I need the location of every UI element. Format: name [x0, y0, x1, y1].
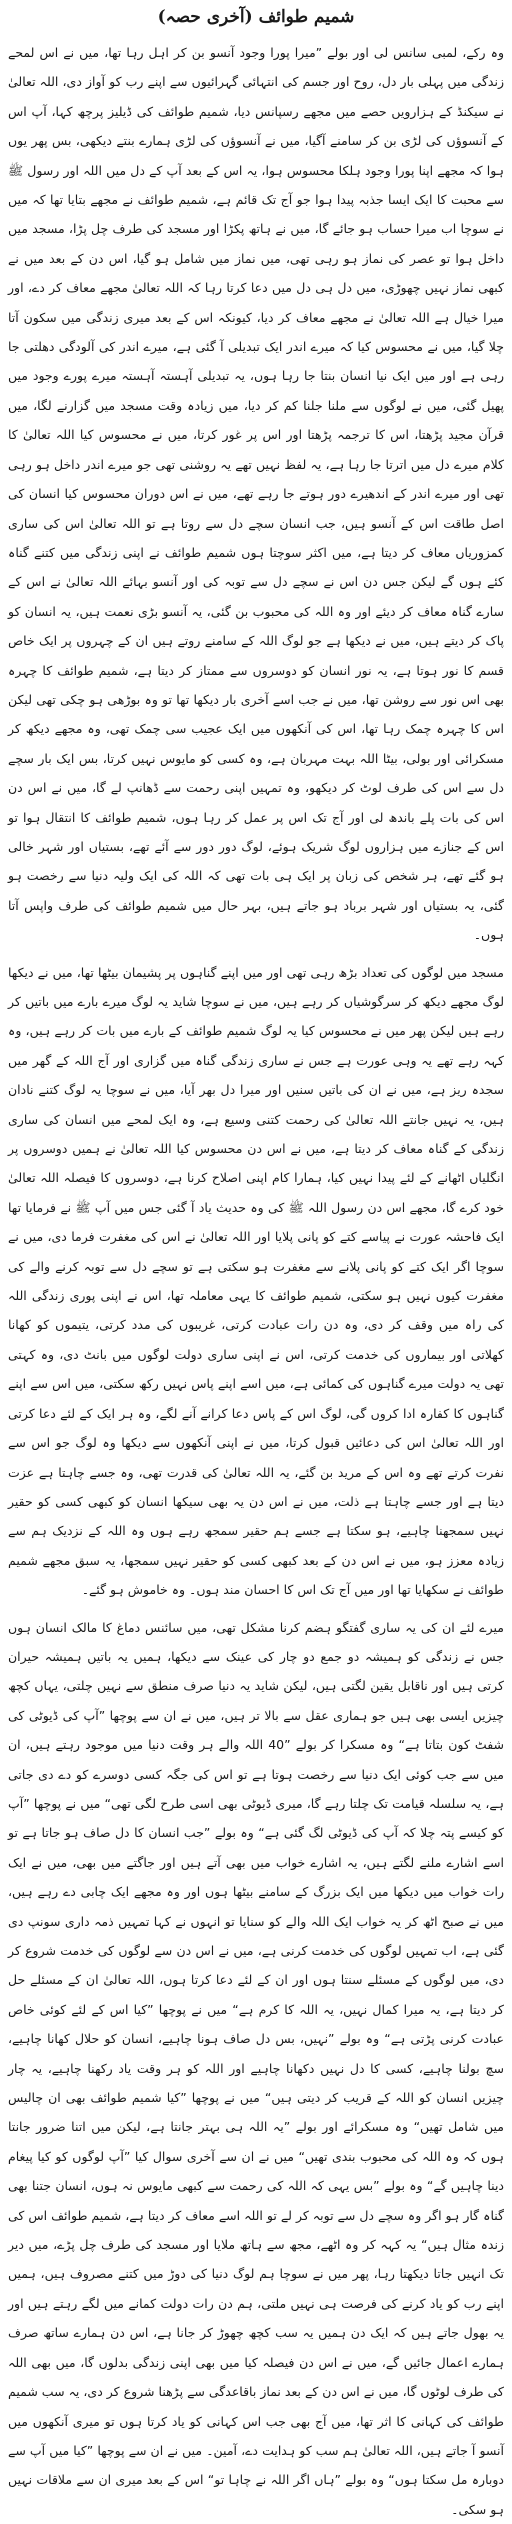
- article-title: شمیم طوائف (آخری حصہ): [157, 7, 355, 27]
- article-paragraph: میرے لئے ان کی یہ ساری گفتگو ہضم کرنا مشکل تھی، میں سائنس دماغ کا مالک انسان ہوں جس نے زندگی کو ہمیشہ دو جمع دو چار کی عینک سے دیکھا، ہمیں یہ باتیں ہمیشہ حیران کرتی ہیں اور ناقابل یقین لگتی ہیں، لیکن شاید یہ دنیا صرف منطق سے نہیں چلتی، یہاں کچھ چیزیں ایسی بھی ہیں جو ہماری عقل سے بالا تر ہیں، میں نے ان سے پوچھا ”آپ کی ڈیوٹی کی شفٹ کون بتاتا ہے“ وہ مسکرا کر بولے ”40 اللہ والے ہر وقت دنیا میں موجود رہتے ہیں، ان میں سے جب کوئی ایک دنیا سے رخصت ہوتا ہے تو اس کی جگہ کسی دوسرے کو دے دی جاتی ہے، یہ سلسلہ قیامت تک چلتا رہے گا، میری ڈیوٹی بھی اسی طرح لگی تھی“ میں نے پوچھا ”آپ کو کیسے پتہ چلا کہ آپ کی ڈیوٹی لگ گئی ہے“ وہ بولے ”جب انسان کا دل صاف ہو جاتا ہے تو اسے اشارے ملنے لگتے ہیں، یہ اشارے خواب میں بھی آتے ہیں اور جاگتے میں بھی، میں نے ایک رات خواب میں دیکھا میں ایک بزرگ کے سامنے بیٹھا ہوں اور وہ مجھے ایک چابی دے رہے ہیں، میں نے صبح اٹھ کر یہ خواب ایک اللہ والے کو سنایا تو انہوں نے کہا تمہیں ذمہ داری سونپ دی گئی ہے، اب تمہیں لوگوں کی خدمت کرنی ہے، میں نے اس دن سے لوگوں کی خدمت شروع کر دی، میں لوگوں کے مسئلے سنتا ہوں اور ان کے لئے دعا کرتا ہوں، اللہ تعالیٰ ان کے مسئلے حل کر دیتا ہے، یہ میرا کمال نہیں، یہ اللہ کا کرم ہے“ میں نے پوچھا ”کیا اس کے لئے کوئی خاص عبادت کرنی پڑتی ہے“ وہ بولے ”نہیں، بس دل صاف ہونا چاہیے، انسان کو حلال کھانا چاہیے، سچ بولنا چاہیے، کسی کا دل نہیں دکھانا چاہیے اور اللہ کو ہر وقت یاد رکھنا چاہیے، یہ چار چیزیں انسان کو اللہ کے قریب کر دیتی ہیں“ میں نے پوچھا ”کیا شمیم طوائف بھی ان چالیس میں شامل تھیں“ وہ مسکرائے اور بولے ”یہ اللہ ہی بہتر جانتا ہے، لیکن میں اتنا ضرور جانتا ہوں کہ وہ اللہ کی محبوب بندی تھیں“ میں نے ان سے آخری سوال کیا ”آپ لوگوں کو کیا پیغام دینا چاہیں گے“ وہ بولے ”بس یہی کہ اللہ کی رحمت سے کبھی مایوس نہ ہوں، انسان جتنا بھی گناہ گار ہو اگر وہ سچے دل سے توبہ کر لے تو اللہ اسے معاف کر دیتا ہے، شمیم طوائف اس کی زندہ مثال ہیں“ یہ کہہ کر وہ اٹھے، مجھ سے ہاتھ ملایا اور مسجد کی طرف چل پڑے، میں دیر تک انہیں جاتا دیکھتا رہا، پھر میں نے سوچا ہم لوگ دنیا کی دوڑ میں کتنے مصروف ہیں، ہمیں اپنے رب کو یاد کرنے کی فرصت ہی نہیں ملتی، ہم دن رات دولت کمانے میں لگے رہتے ہیں اور یہ بھول جاتے ہیں کہ ایک دن ہمیں یہ سب کچھ چھوڑ کر جانا ہے، اس دن ہمارے ساتھ صرف ہمارے اعمال جائیں گے، میں نے اس دن فیصلہ کیا میں بھی اپنی زندگی بدلوں گا، میں بھی اللہ کی طرف لوٹوں گا، میں نے اس دن کے بعد نماز باقاعدگی سے پڑھنا شروع کر دی، یہ سب شمیم طوائف کی کہانی کا اثر تھا، میں آج بھی جب اس کہانی کو یاد کرتا ہوں تو میری آنکھوں میں آنسو آ جاتے ہیں، اللہ تعالیٰ ہم سب کو ہدایت دے، آمین۔ میں نے ان سے پوچھا ”کیا میں آپ سے دوبارہ مل سکتا ہوں“ وہ بولے ”ہاں اگر اللہ نے چاہا تو“ اس کے بعد میری ان سے ملاقات نہیں ہو سکی۔: [8, 1619, 505, 2517]
- article-paragraph: مسجد میں لوگوں کی تعداد بڑھ رہی تھی اور میں اپنے گناہوں پر پشیمان بیٹھا تھا، میں نے دیکھا لوگ مجھے دیکھ کر سرگوشیاں کر رہے ہیں، میں نے سوچا شاید یہ لوگ میرے بارے میں باتیں کر رہے ہیں لیکن پھر میں نے محسوس کیا یہ لوگ شمیم طوائف کے بارے میں بات کر رہے ہیں، وہ کہہ رہے تھے یہ وہی عورت ہے جس نے ساری زندگی گناہ میں گزاری اور آج اللہ کے گھر میں سجدہ ریز ہے، میں نے ان کی باتیں سنیں اور میرا دل بھر آیا، میں نے سوچا یہ لوگ کتنے نادان ہیں، یہ نہیں جانتے اللہ تعالیٰ کی رحمت کتنی وسیع ہے، وہ ایک لمحے میں انسان کی ساری زندگی کے گناہ معاف کر دیتا ہے، میں نے اس دن محسوس کیا اللہ تعالیٰ نے ہمیں دوسروں پر انگلیاں اٹھانے کے لئے پیدا نہیں کیا، ہمارا کام اپنی اصلاح کرنا ہے، دوسروں کا فیصلہ اللہ تعالیٰ خود کرے گا، مجھے اس دن رسول اللہ ﷺ کی وہ حدیث یاد آ گئی جس میں آپ ﷺ نے فرمایا تھا ایک فاحشہ عورت نے پیاسے کتے کو پانی پلایا اور اللہ تعالیٰ نے اس کی مغفرت فرما دی، میں نے سوچا اگر ایک کتے کو پانی پلانے سے مغفرت ہو سکتی ہے تو سچے دل سے توبہ کرنے والے کی مغفرت کیوں نہیں ہو سکتی، شمیم طوائف کا یہی معاملہ تھا، اس نے اپنی پوری زندگی اللہ کی راہ میں وقف کر دی، وہ دن رات عبادت کرتی، غریبوں کی مدد کرتی، یتیموں کو کھانا کھلاتی اور بیماروں کی خدمت کرتی، اس نے اپنی ساری دولت لوگوں میں بانٹ دی، وہ کہتی تھی یہ دولت میرے گناہوں کی کمائی ہے، میں اسے اپنے پاس نہیں رکھ سکتی، میں اس سے اپنے گناہوں کا کفارہ ادا کروں گی، لوگ اس کے پاس دعا کرانے آنے لگے، وہ ہر ایک کے لئے دعا کرتی اور اللہ تعالیٰ اس کی دعائیں قبول کرتا، میں نے اپنی آنکھوں سے دیکھا وہ لوگ جو اس سے نفرت کرتے تھے وہ اس کے مرید بن گئے، یہ اللہ تعالیٰ کی قدرت تھی، وہ جسے چاہتا ہے عزت دیتا ہے اور جسے چاہتا ہے ذلت، میں نے اس دن یہ بھی سیکھا انسان کو کبھی کسی کو حقیر نہیں سمجھنا چاہیے، ہو سکتا ہے جسے ہم حقیر سمجھ رہے ہوں وہ اللہ کے نزدیک ہم سے زیادہ معزز ہو، میں نے اس دن کے بعد کبھی کسی کو حقیر نہیں سمجھا، یہ سبق مجھے شمیم طوائف نے سکھایا تھا اور میں آج تک اس کا احسان مند ہوں۔ وہ خاموش ہو گئے۔: [8, 964, 504, 1598]
- article-body: [8, 38, 505, 2517]
- article-paragraph: وہ رکے، لمبی سانس لی اور بولے ”میرا پورا وجود آنسو بن کر اہل رہا تھا، میں نے اس لمحے زندگی میں پہلی بار دل، روح اور جسم کی انتہائی گہرائیوں سے اپنے رب کو آواز دی، اللہ تعالیٰ نے سیکنڈ کے ہزارویں حصے میں مجھے رسپانس دیا، شمیم طوائف کی ڈیلیز پرچھ کہا، آپ اس کے آنسوؤں کی لڑی بن کر سامنے آگیا، میں نے آنسوؤں کی لڑی ہمارے بنتے دیکھی، بس پھر یوں ہوا کہ مجھے اپنا پورا وجود ہلکا محسوس ہوا، یہ اس کے بعد آپ کے دل میں اللہ اور رسول ﷺ سے محبت کا ایک ایسا جذبہ پیدا ہوا جو آج تک قائم ہے، شمیم طوائف نے مجھے بتایا تھا کہ میں نے سوچا اب میرا حساب ہو جائے گا، میں نے ہاتھ پکڑا اور مسجد کی طرف چل پڑا، مسجد میں داخل ہوا تو عصر کی نماز ہو رہی تھی، میں نماز میں شامل ہو گیا، اس دن کے بعد میں نے کبھی نماز نہیں چھوڑی، میں دل ہی دل میں دعا کرتا رہا کہ اللہ تعالیٰ مجھے معاف کر دے، اور میرا خیال ہے اللہ تعالیٰ نے مجھے معاف کر دیا، کیونکہ اس کے بعد میری زندگی میں سکون آتا چلا گیا، میں نے محسوس کیا کہ میرے اندر ایک تبدیلی آ گئی ہے، میرے اندر کی آلودگی دھلتی جا رہی ہے اور میں ایک نیا انسان بنتا جا رہا ہوں، یہ تبدیلی آہستہ آہستہ میرے پورے وجود میں پھیل گئی، میں نے لوگوں سے ملنا جلنا کم کر دیا، میں زیادہ وقت مسجد میں گزارنے لگا، میں قرآن مجید پڑھتا، اس کا ترجمہ پڑھتا اور اس پر غور کرتا، میں نے محسوس کیا اللہ تعالیٰ کا کلام میرے دل میں اترتا جا رہا ہے، یہ لفظ نہیں تھے یہ روشنی تھی جو میرے اندر داخل ہو رہی تھی اور میرے اندر کے اندھیرے دور ہوتے جا رہے تھے، میں نے اس دوران محسوس کیا انسان کی اصل طاقت اس کے آنسو ہیں، جب انسان سچے دل سے روتا ہے تو اللہ تعالیٰ اس کی ساری کمزوریاں معاف کر دیتا ہے، میں اکثر سوچتا ہوں شمیم طوائف نے اپنی زندگی میں کتنے گناہ کئے ہوں گے لیکن جس دن اس نے سچے دل سے توبہ کی اور آنسو بہائے اللہ تعالیٰ نے اس کے سارے گناہ معاف کر دیئے اور وہ اللہ کی محبوب بن گئی، یہ آنسو بڑی نعمت ہیں، یہ انسان کو پاک کر دیتے ہیں، میں نے دیکھا ہے جو لوگ اللہ کے سامنے روتے ہیں ان کے چہروں پر ایک خاص قسم کا نور ہوتا ہے، یہ نور انسان کو دوسروں سے ممتاز کر دیتا ہے، شمیم طوائف کا چہرہ بھی اس نور سے روشن تھا، میں نے جب اسے آخری بار دیکھا تھا تو وہ بوڑھی ہو چکی تھی لیکن اس کا چہرہ چمک رہا تھا، اس کی آنکھوں میں ایک عجیب سی چمک تھی، وہ مجھے دیکھ کر مسکرائی اور بولی، بیٹا اللہ بہت مہربان ہے، وہ کسی کو مایوس نہیں کرتا، بس ایک بار سچے دل سے اس کی طرف لوٹ کر دیکھو، وہ تمہیں اپنی رحمت سے ڈھانپ لے گا، میں نے اس دن اس کی بات پلے باندھ لی اور آج تک اس پر عمل کر رہا ہوں، شمیم طوائف کا انتقال ہوا تو اس کے جنازے میں ہزاروں لوگ شریک ہوئے، لوگ دور دور سے آئے تھے، بستیاں اور شہر خالی ہو گئے تھے، ہر شخص کی زبان پر ایک ہی بات تھی کہ اللہ کی ایک ولیہ دنیا سے رخصت ہو گئی، یہ بستیاں اور شہر برباد ہو جاتے ہیں، بہر حال میں شمیم طوائف کی طرف واپس آتا ہوں۔: [8, 45, 504, 943]
